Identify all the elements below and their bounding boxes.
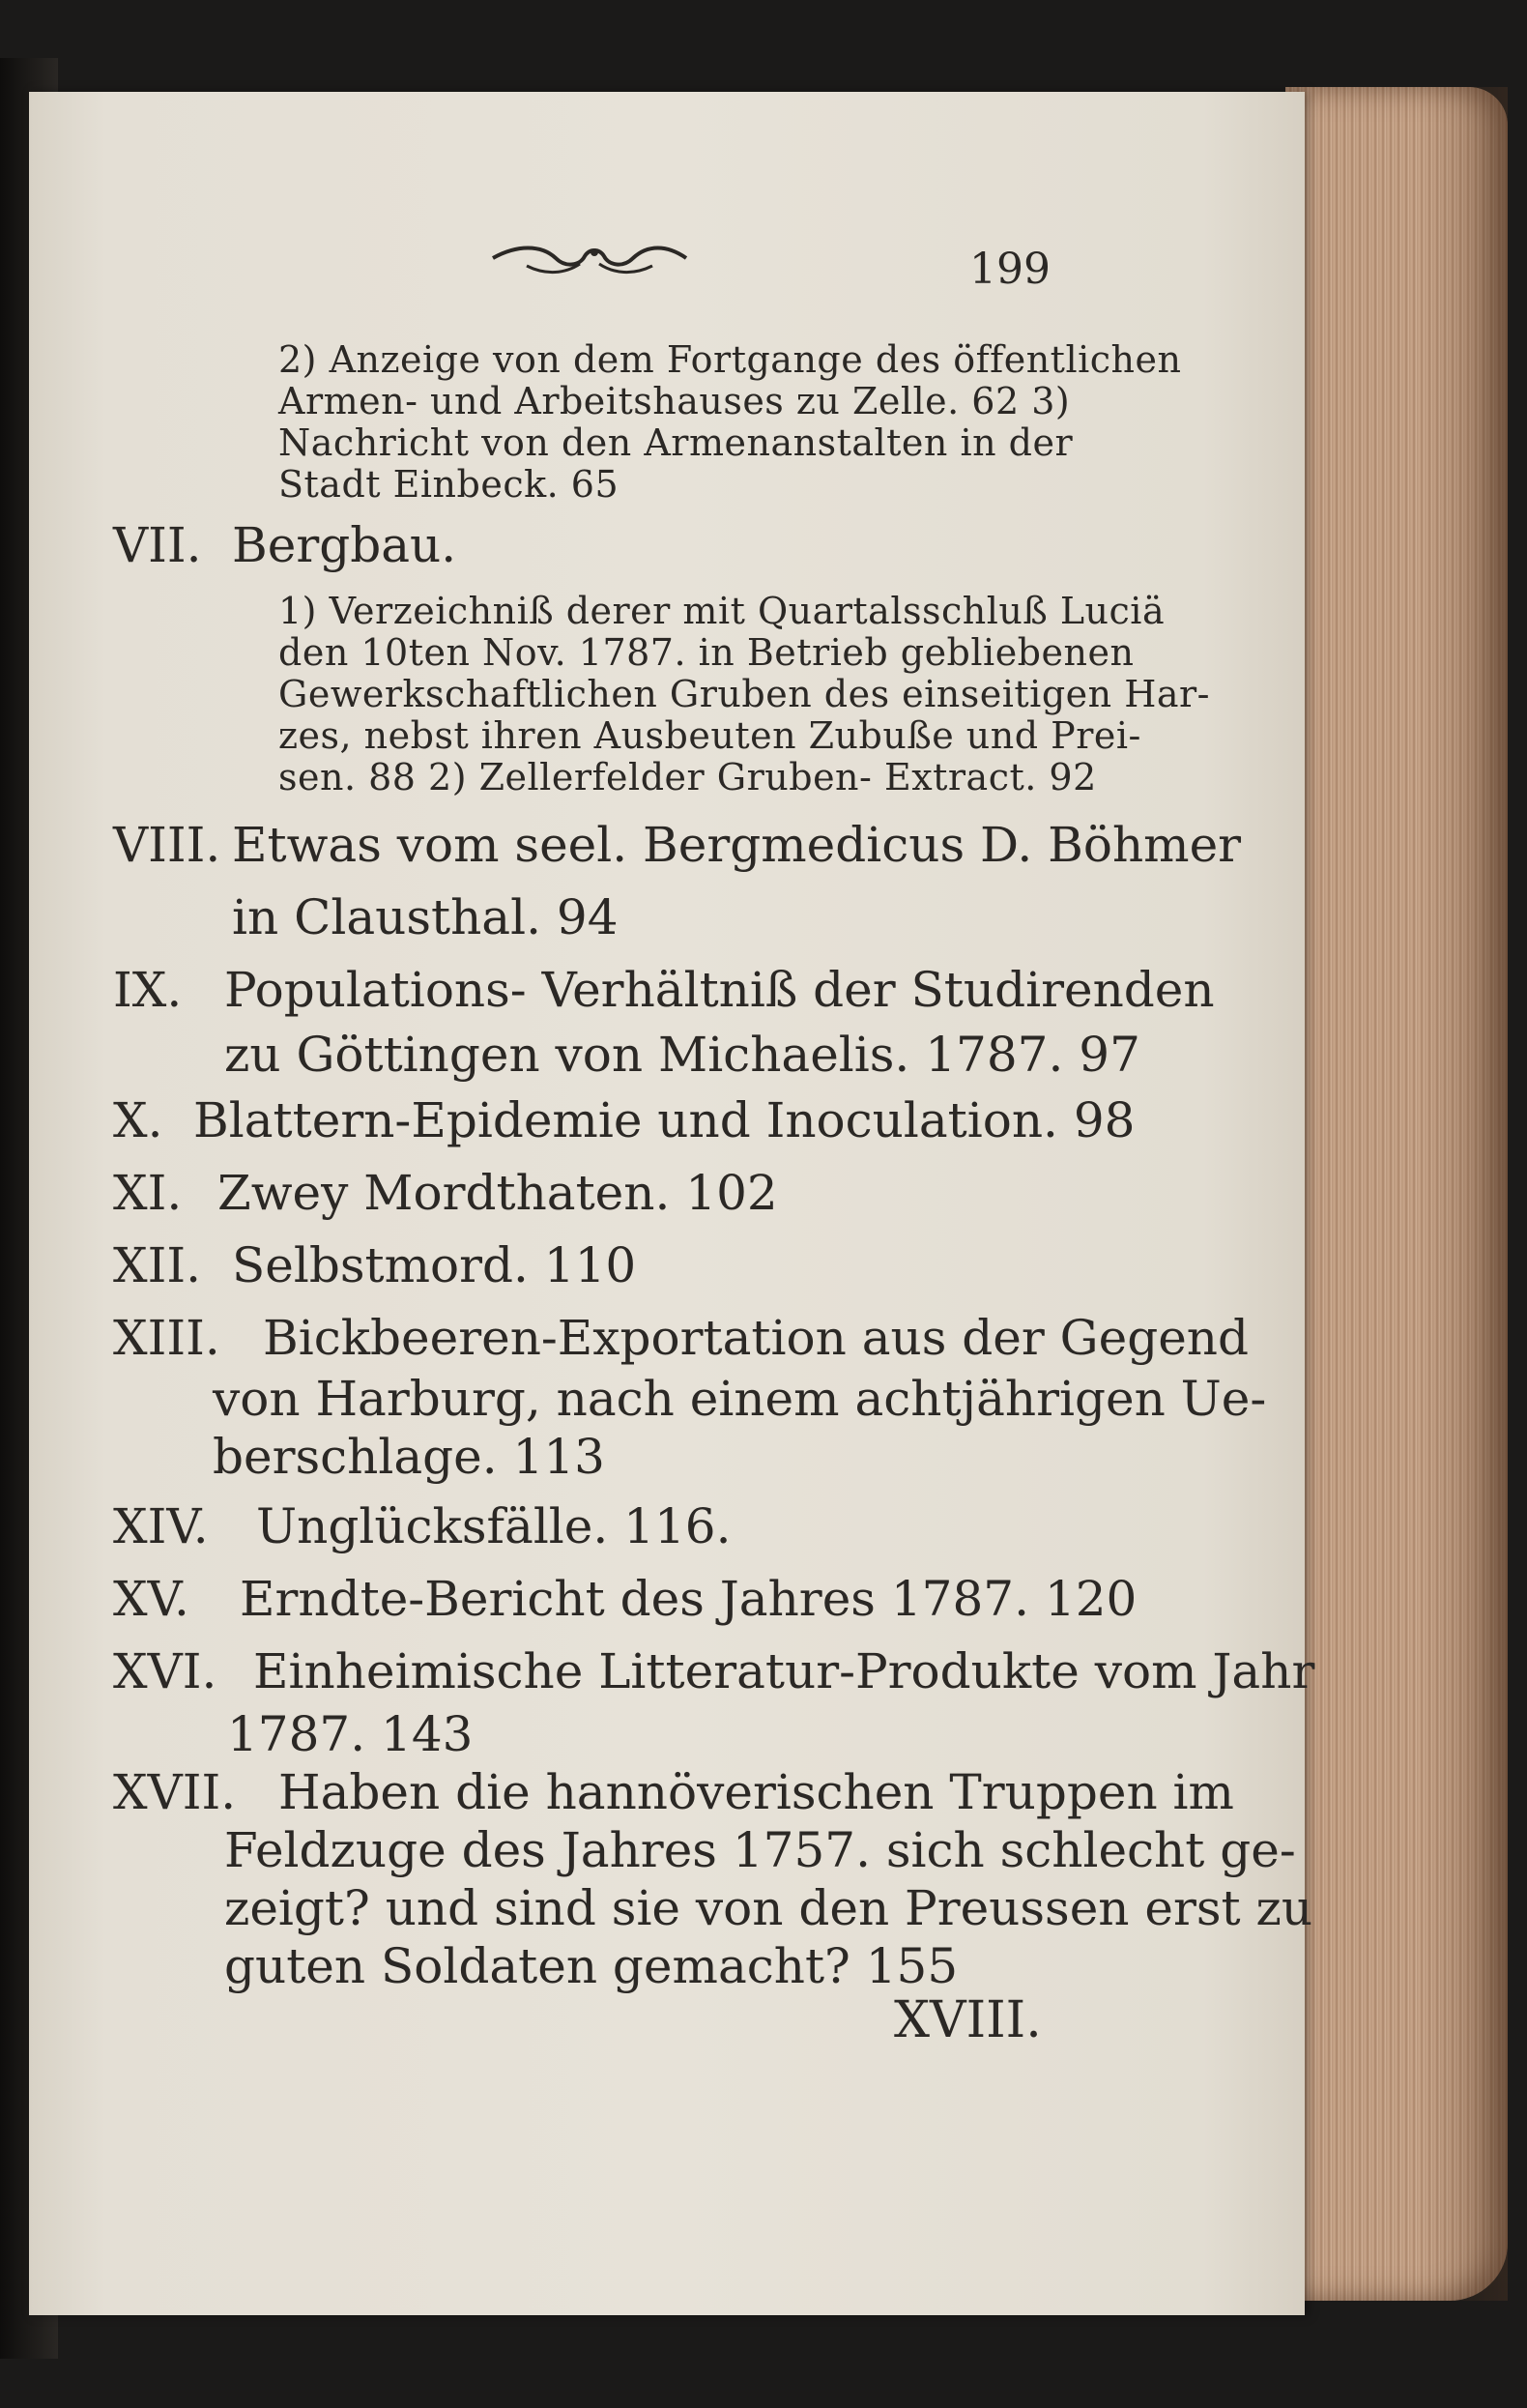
- section-number: XII.: [113, 1237, 201, 1293]
- entry-line: Gewerkschaftlichen Gruben des einseitigen Har-: [278, 673, 1211, 715]
- section-continuation: zeigt? und sind sie von den Preussen erst zu: [224, 1880, 1313, 1936]
- section-title: Blattern-Epidemie und Inoculation. 98: [193, 1092, 1136, 1148]
- section-continuation: in Clausthal. 94: [232, 889, 619, 945]
- section-title: Populations- Verhältniß der Studirenden: [224, 962, 1215, 1018]
- section-title: Unglücksfälle. 116.: [256, 1498, 732, 1554]
- section-continuation: zu Göttingen von Michaelis. 1787. 97: [224, 1027, 1140, 1083]
- entry-line: Stadt Einbeck. 65: [278, 463, 619, 506]
- page-edges: [1285, 87, 1508, 2301]
- section-number: VIII.: [113, 817, 221, 873]
- entry-line: den 10ten Nov. 1787. in Betrieb gebliebenen: [278, 631, 1135, 674]
- section-number: XI.: [113, 1165, 183, 1221]
- section-continuation: berschlage. 113: [213, 1429, 605, 1485]
- entry-line: Armen- und Arbeitshauses zu Zelle. 62 3): [278, 380, 1071, 422]
- section-title: Etwas vom seel. Bergmedicus D. Böhmer: [232, 817, 1242, 873]
- entry-line: Nachricht von den Armenanstalten in der: [278, 421, 1074, 464]
- section-number: VII.: [113, 517, 202, 573]
- section-number: IX.: [113, 962, 183, 1018]
- section-title: Zwey Mordthaten. 102: [217, 1165, 778, 1221]
- section-title: Selbstmord. 110: [232, 1237, 637, 1293]
- section-number: X.: [113, 1092, 163, 1148]
- section-continuation: 1787. 143: [227, 1706, 474, 1762]
- section-continuation: Feldzuge des Jahres 1757. sich schlecht ge-: [224, 1822, 1296, 1878]
- entry-line: sen. 88 2) Zellerfelder Gruben- Extract. 92: [278, 756, 1097, 798]
- section-title: Erndte-Bericht des Jahres 1787. 120: [240, 1571, 1138, 1627]
- ornament-vignette: [488, 237, 691, 280]
- catchword: XVIII.: [894, 1991, 1042, 2049]
- section-title: Bergbau.: [232, 517, 457, 573]
- entry-line: 2) Anzeige von dem Fortgange des öffentlichen: [278, 338, 1182, 381]
- section-title: Einheimische Litteratur-Produkte vom Jahr: [253, 1643, 1315, 1699]
- entry-line: 1) Verzeichniß derer mit Quartalsschluß Luciä: [278, 590, 1166, 632]
- section-continuation: von Harburg, nach einem achtjährigen Ue-: [213, 1371, 1267, 1427]
- section-number: XV.: [113, 1571, 189, 1627]
- section-number: XIV.: [113, 1498, 209, 1554]
- entry-line: zes, nebst ihren Ausbeuten Zubuße und Prei-: [278, 714, 1141, 757]
- section-title: Bickbeeren-Exportation aus der Gegend: [263, 1310, 1249, 1366]
- section-number: XVII.: [113, 1764, 237, 1820]
- section-number: XVI.: [113, 1643, 217, 1699]
- page-number: 199: [969, 245, 1051, 294]
- section-number: XIII.: [113, 1310, 220, 1366]
- section-continuation: guten Soldaten gemacht? 155: [224, 1938, 959, 1994]
- section-title: Haben die hannöverischen Truppen im: [278, 1764, 1234, 1820]
